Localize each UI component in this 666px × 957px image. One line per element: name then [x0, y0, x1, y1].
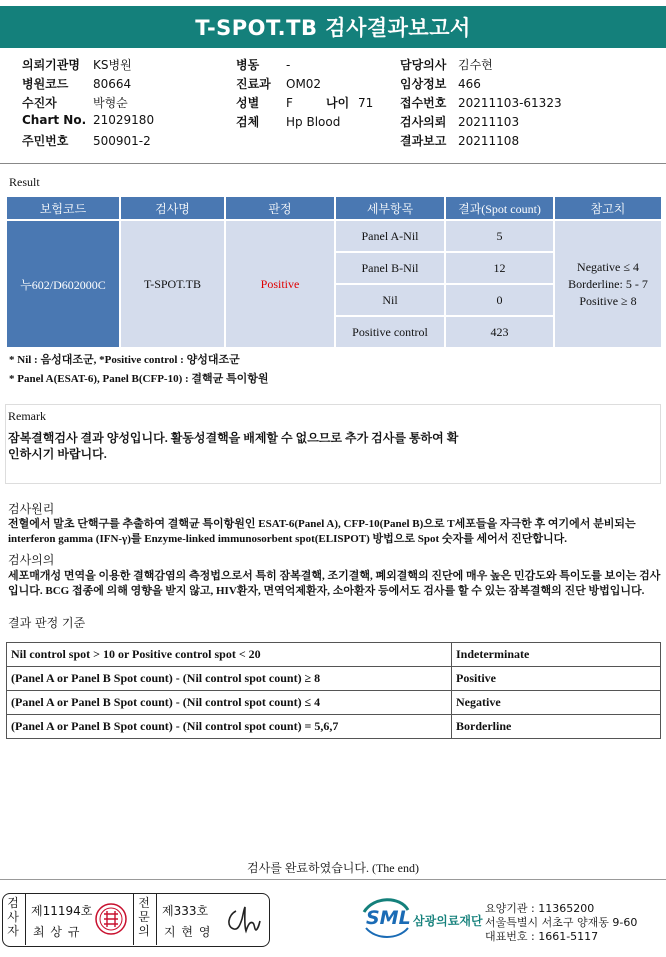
- col-reference: 참고치: [555, 197, 661, 219]
- criteria-row: [7, 667, 661, 691]
- value-ward: -: [286, 58, 291, 72]
- criteria-result: Negative: [452, 691, 661, 715]
- label-report-date: 결과보고: [400, 134, 447, 148]
- value-age: 71: [358, 96, 374, 110]
- detail-item: Panel A-Nil: [336, 221, 444, 251]
- value-patient: 박형순: [93, 96, 128, 110]
- detail-item: Panel B-Nil: [336, 253, 444, 283]
- value-institution: KS병원: [93, 58, 132, 72]
- detail-value: 423: [446, 317, 553, 347]
- detail-item: Positive control: [336, 317, 444, 347]
- value-request-date: 20211103: [458, 115, 520, 129]
- col-insurance-code: 보험코드: [7, 197, 119, 219]
- criteria-table: [6, 642, 661, 739]
- label-clinical-info: 임상정보: [400, 77, 447, 91]
- header-divider: [0, 163, 666, 164]
- criteria-condition: (Panel A or Panel B Spot count) - (Nil control spot count) ≥ 8: [7, 667, 452, 691]
- value-sex: F: [286, 96, 293, 110]
- col-detail-item: 세부항목: [336, 197, 444, 219]
- label-resident-no: 주민번호: [22, 134, 69, 148]
- test-name: T-SPOT.TB: [121, 221, 224, 347]
- org-info: [485, 902, 637, 944]
- value-chart-no: 21029180: [93, 113, 155, 127]
- label-doctor: 담당의사: [400, 58, 447, 72]
- label-sex: 성별: [236, 96, 260, 110]
- label-hospital-code: 병원코드: [22, 77, 69, 91]
- col-result: 결과(Spot count): [446, 197, 553, 219]
- reference-range: [555, 221, 661, 347]
- footnote: * Panel A(ESAT-6), Panel B(CFP-10) : 결핵균 특이항원: [9, 373, 269, 385]
- col-judgment: 판정: [226, 197, 334, 219]
- criteria-result: Borderline: [452, 715, 661, 739]
- result-label: Result: [9, 175, 40, 189]
- value-department: OM02: [286, 77, 322, 91]
- box-separator: [25, 894, 26, 945]
- criteria-row: [7, 643, 661, 667]
- significance-label: 검사의의: [8, 553, 55, 567]
- remark-label: Remark: [8, 409, 46, 423]
- box-separator: [156, 894, 157, 945]
- value-clinical-info: 466: [458, 77, 481, 91]
- header-col3: [400, 56, 562, 151]
- label-request-date: 검사의뢰: [400, 115, 447, 129]
- end-text: 검사를 완료하였습니다. (The end): [247, 861, 419, 875]
- criteria-label: 결과 판정 기준: [8, 616, 86, 630]
- criteria-condition: Nil control spot > 10 or Positive control spot < 20: [7, 643, 452, 667]
- col-test-name: 검사명: [121, 197, 224, 219]
- value-doctor: 김수현: [458, 58, 493, 72]
- criteria-row: [7, 691, 661, 715]
- value-receipt-no: 20211103-61323: [458, 96, 562, 110]
- insurance-code: 누602/D602000C: [7, 221, 119, 347]
- detail-value: 5: [446, 221, 553, 251]
- label-institution: 의뢰기관명: [22, 58, 80, 72]
- detail-item: Nil: [336, 285, 444, 315]
- footer-divider: [0, 879, 666, 880]
- header-col2: [236, 56, 373, 132]
- criteria-row: [7, 715, 661, 739]
- specialist-license: 제333호: [162, 904, 209, 918]
- label-chart-no: Chart No.: [22, 113, 87, 127]
- signature: [222, 903, 262, 937]
- value-specimen: Hp Blood: [286, 115, 341, 129]
- detail-value: 12: [446, 253, 553, 283]
- value-resident-no: 500901-2: [93, 134, 151, 148]
- label-department: 진료과: [236, 77, 271, 91]
- result-table: [5, 195, 663, 349]
- org-address: 서울특별시 서초구 양재동 9-60: [485, 916, 638, 929]
- detail-value: 0: [446, 285, 553, 315]
- label-specimen: 검체: [236, 115, 260, 129]
- examiner-name: 최 상 규: [33, 925, 81, 939]
- label-receipt-no: 접수번호: [400, 96, 447, 110]
- specialist-name: 지 현 영: [164, 925, 212, 939]
- header-col1: [22, 56, 154, 151]
- label-age: 나이: [326, 96, 350, 110]
- principle-text: 전혈에서 말초 단핵구를 추출하여 결핵균 특이항원인 ESAT-6(Panel A), CFP-10(Panel B)으로 T세포들을 자극한 후 여기에서 분비되는 interferon gamma (IFN-γ)를 Enzyme-linked immunosorbent spot(ELISPOT) 방법으로 Spot 숫자를 세어서 진단합니다.: [8, 518, 636, 545]
- reference-negative: Negative ≤ 4: [577, 259, 639, 274]
- seal-stamp: [94, 902, 128, 936]
- specialist-label: 전문의: [138, 896, 150, 938]
- criteria-condition: (Panel A or Panel B Spot count) - (Nil control spot count) = 5,6,7: [7, 715, 452, 739]
- box-separator: [133, 894, 134, 945]
- footnote: * Nil : 음성대조군, *Positive control : 양성대조군: [9, 354, 240, 366]
- principle-label: 검사원리: [8, 502, 55, 516]
- reference-borderline: Borderline: 5 - 7: [568, 276, 648, 291]
- value-report-date: 20211108: [458, 134, 520, 148]
- logo-text: SML: [366, 907, 411, 929]
- label-ward: 병동: [236, 58, 260, 72]
- reference-positive: Positive ≥ 8: [579, 293, 637, 308]
- value-hospital-code: 80664: [93, 77, 132, 91]
- criteria-result: Positive: [452, 667, 661, 691]
- label-patient: 수진자: [22, 96, 57, 110]
- org-phone: 대표번호 : 1661-5117: [485, 930, 599, 943]
- org-code: 요양기관 : 11365200: [485, 902, 595, 915]
- org-name: 삼광의료재단: [413, 914, 483, 928]
- significance-text: 세포매개성 면역을 이용한 결핵감염의 측정법으로서 특히 잠복결핵, 조기결핵, 폐외결핵의 진단에 매우 높은 민감도와 특이도를 보이는 검사입니다. BCG 접종에 의해 영향을 받지 않고, HIV환자, 면역억제환자, 소아환자 등에서도 검사를 할 수 있는 잠복결핵의 진단 방법입니다.: [8, 570, 661, 597]
- judgment: Positive: [226, 221, 334, 347]
- report-title: T-SPOT.TB 검사결과보고서: [0, 6, 666, 48]
- examiner-license: 제11194호: [31, 904, 93, 918]
- remark-text: 잠복결핵검사 결과 양성입니다. 활동성결핵을 배제할 수 없으므로 추가 검사를 통하여 확인하시기 바랍니다.: [8, 431, 459, 461]
- criteria-condition: (Panel A or Panel B Spot count) - (Nil control spot count) ≤ 4: [7, 691, 452, 715]
- criteria-result: Indeterminate: [452, 643, 661, 667]
- examiner-label: 검사자: [7, 896, 19, 938]
